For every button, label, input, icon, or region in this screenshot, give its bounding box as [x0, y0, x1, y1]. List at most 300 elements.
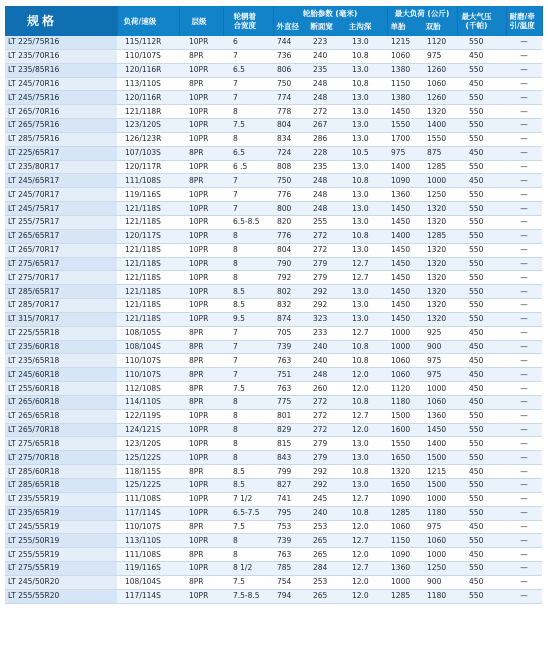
- tread-depth-cell: 10.8: [344, 77, 387, 91]
- note-cell: —: [506, 382, 542, 396]
- max-pressure-cell: 450: [457, 368, 506, 382]
- rim-width-cell: 7: [223, 202, 273, 216]
- note-cell: —: [506, 340, 542, 354]
- outer-diameter-cell: 795: [273, 506, 307, 520]
- note-cell: —: [506, 479, 542, 493]
- tread-depth-cell: 12.7: [344, 534, 387, 548]
- tread-depth-cell: 10.8: [344, 354, 387, 368]
- table-row: [5, 77, 542, 91]
- table-row: [5, 312, 542, 326]
- outer-diameter-cell: 806: [273, 63, 307, 77]
- table-row: [5, 299, 542, 313]
- table-row: [5, 506, 542, 520]
- max-pressure-cell: 550: [457, 312, 506, 326]
- section-width-cell: 223: [307, 36, 344, 49]
- max-pressure-cell: 550: [457, 409, 506, 423]
- note-cell: —: [506, 243, 542, 257]
- section-width-cell: 240: [307, 49, 344, 63]
- ply-cell: 10PR: [179, 312, 223, 326]
- outer-diameter-cell: 750: [273, 174, 307, 188]
- spec-cell: LT 255/55R20: [5, 589, 117, 603]
- load-speed-cell: 120/117R: [117, 160, 179, 174]
- tread-depth-cell: 13.0: [344, 285, 387, 299]
- load-speed-cell: 121/118S: [117, 215, 179, 229]
- load-dual-cell: 1320: [421, 312, 457, 326]
- spec-cell: LT 245/75R16: [5, 91, 117, 105]
- table-row: [5, 534, 542, 548]
- load-speed-cell: 115/112R: [117, 36, 179, 49]
- ply-cell: 10PR: [179, 479, 223, 493]
- tread-depth-cell: 12.0: [344, 368, 387, 382]
- rim-width-cell: 6.5: [223, 63, 273, 77]
- load-single-cell: 1150: [387, 77, 421, 91]
- outer-diameter-cell: 785: [273, 562, 307, 576]
- ply-cell: 10PR: [179, 423, 223, 437]
- load-speed-cell: 121/118S: [117, 243, 179, 257]
- load-dual-cell: 975: [421, 49, 457, 63]
- load-speed-cell: 119/116S: [117, 188, 179, 202]
- table-row: [5, 105, 542, 119]
- tread-depth-cell: 13.0: [344, 63, 387, 77]
- rim-width-cell: 8.5: [223, 285, 273, 299]
- load-dual-cell: 1060: [421, 534, 457, 548]
- load-dual-cell: 1320: [421, 215, 457, 229]
- load-dual-cell: 975: [421, 520, 457, 534]
- header-dims-group: [273, 6, 387, 36]
- ply-cell: 10PR: [179, 229, 223, 243]
- spec-cell: LT 285/65R17: [5, 285, 117, 299]
- header-max-pressure: [457, 6, 506, 36]
- load-speed-cell: 121/118S: [117, 312, 179, 326]
- table-header-row: [5, 6, 542, 36]
- outer-diameter-cell: 736: [273, 49, 307, 63]
- table-row: [5, 340, 542, 354]
- table-row: [5, 548, 542, 562]
- spec-cell: LT 275/65R17: [5, 257, 117, 271]
- load-speed-cell: 113/110S: [117, 534, 179, 548]
- rim-width-cell: 8: [223, 257, 273, 271]
- note-cell: —: [506, 271, 542, 285]
- section-width-cell: 279: [307, 271, 344, 285]
- tread-depth-cell: 10.8: [344, 465, 387, 479]
- load-dual-cell: 975: [421, 354, 457, 368]
- load-single-cell: 1450: [387, 271, 421, 285]
- section-width-cell: 248: [307, 368, 344, 382]
- spec-cell: LT 235/70R16: [5, 49, 117, 63]
- ply-cell: 10PR: [179, 271, 223, 285]
- ply-cell: 10PR: [179, 160, 223, 174]
- load-speed-cell: 110/107S: [117, 368, 179, 382]
- note-cell: —: [506, 437, 542, 451]
- max-pressure-cell: 450: [457, 340, 506, 354]
- section-width-cell: 265: [307, 589, 344, 603]
- max-pressure-cell: 550: [457, 534, 506, 548]
- load-single-cell: 1450: [387, 215, 421, 229]
- max-pressure-cell: 550: [457, 63, 506, 77]
- max-pressure-cell: 550: [457, 105, 506, 119]
- tread-depth-cell: 13.0: [344, 299, 387, 313]
- tread-depth-cell: 12.7: [344, 257, 387, 271]
- max-pressure-cell: 550: [457, 119, 506, 133]
- section-width-cell: 248: [307, 202, 344, 216]
- max-pressure-cell: 550: [457, 492, 506, 506]
- load-speed-cell: 110/107S: [117, 520, 179, 534]
- outer-diameter-cell: 801: [273, 409, 307, 423]
- load-single-cell: 1600: [387, 423, 421, 437]
- outer-diameter-cell: 792: [273, 271, 307, 285]
- ply-cell: 10PR: [179, 451, 223, 465]
- ply-cell: 10PR: [179, 119, 223, 133]
- load-dual-cell: 1285: [421, 160, 457, 174]
- load-speed-cell: 121/118S: [117, 285, 179, 299]
- tread-depth-cell: 12.0: [344, 520, 387, 534]
- outer-diameter-cell: 800: [273, 202, 307, 216]
- section-width-cell: 279: [307, 437, 344, 451]
- load-single-cell: 1650: [387, 479, 421, 493]
- ply-cell: 8PR: [179, 520, 223, 534]
- ply-cell: 8PR: [179, 548, 223, 562]
- max-pressure-cell: 450: [457, 77, 506, 91]
- max-pressure-cell: 450: [457, 326, 506, 340]
- ply-cell: 10PR: [179, 562, 223, 576]
- note-cell: —: [506, 368, 542, 382]
- rim-width-cell: 7.5: [223, 575, 273, 589]
- table-row: [5, 479, 542, 493]
- max-pressure-cell: 450: [457, 49, 506, 63]
- max-pressure-cell: 550: [457, 285, 506, 299]
- load-single-cell: 1120: [387, 382, 421, 396]
- tread-depth-cell: 13.0: [344, 243, 387, 257]
- ply-cell: 10PR: [179, 215, 223, 229]
- load-single-cell: 1380: [387, 91, 421, 105]
- note-cell: —: [506, 63, 542, 77]
- load-dual-cell: 875: [421, 146, 457, 160]
- load-speed-cell: 126/123R: [117, 132, 179, 146]
- spec-cell: LT 245/60R18: [5, 368, 117, 382]
- max-pressure-cell: 450: [457, 548, 506, 562]
- tread-depth-cell: 13.0: [344, 479, 387, 493]
- spec-cell: LT 285/75R16: [5, 132, 117, 146]
- header-rim-line-2: 合宽度: [233, 21, 256, 30]
- max-pressure-cell: 550: [457, 243, 506, 257]
- ply-cell: 10PR: [179, 91, 223, 105]
- ply-cell: 10PR: [179, 257, 223, 271]
- tread-depth-cell: 13.0: [344, 437, 387, 451]
- note-cell: —: [506, 451, 542, 465]
- load-single-cell: 1450: [387, 202, 421, 216]
- tread-depth-cell: 12.7: [344, 271, 387, 285]
- load-dual-cell: 1500: [421, 479, 457, 493]
- note-cell: —: [506, 395, 542, 409]
- load-dual-cell: 900: [421, 340, 457, 354]
- max-pressure-cell: 550: [457, 437, 506, 451]
- load-single-cell: 1090: [387, 492, 421, 506]
- load-speed-cell: 107/103S: [117, 146, 179, 160]
- outer-diameter-cell: 834: [273, 132, 307, 146]
- load-speed-cell: 110/107S: [117, 354, 179, 368]
- rim-width-cell: 8: [223, 132, 273, 146]
- header-max-load-group: [387, 6, 457, 36]
- load-single-cell: 1215: [387, 36, 421, 49]
- spec-cell: LT 245/50R20: [5, 575, 117, 589]
- note-cell: —: [506, 146, 542, 160]
- ply-cell: 10PR: [179, 492, 223, 506]
- tread-depth-cell: 10.8: [344, 229, 387, 243]
- spec-cell: LT 265/70R17: [5, 243, 117, 257]
- table-row: [5, 146, 542, 160]
- note-cell: —: [506, 174, 542, 188]
- header-note-line-2: 引/温度: [509, 21, 535, 30]
- section-width-cell: 292: [307, 479, 344, 493]
- table-row: [5, 215, 542, 229]
- load-single-cell: 1650: [387, 451, 421, 465]
- spec-cell: LT 225/55R18: [5, 326, 117, 340]
- table-row: [5, 285, 542, 299]
- tread-depth-cell: 13.0: [344, 119, 387, 133]
- section-width-cell: 272: [307, 423, 344, 437]
- load-speed-cell: 120/117S: [117, 229, 179, 243]
- tread-depth-cell: 13.0: [344, 105, 387, 119]
- note-cell: —: [506, 229, 542, 243]
- outer-diameter-cell: 802: [273, 285, 307, 299]
- load-dual-cell: 1320: [421, 271, 457, 285]
- table-row: [5, 243, 542, 257]
- table-row: [5, 91, 542, 105]
- rim-width-cell: 7: [223, 174, 273, 188]
- note-cell: —: [506, 285, 542, 299]
- outer-diameter-cell: 799: [273, 465, 307, 479]
- section-width-cell: 245: [307, 492, 344, 506]
- outer-diameter-cell: 776: [273, 188, 307, 202]
- table-row: [5, 589, 542, 603]
- note-cell: —: [506, 91, 542, 105]
- load-dual-cell: 1000: [421, 548, 457, 562]
- spec-cell: LT 265/60R18: [5, 395, 117, 409]
- spec-cell: LT 235/80R17: [5, 160, 117, 174]
- rim-width-cell: 7.5: [223, 382, 273, 396]
- ply-cell: 10PR: [179, 534, 223, 548]
- spec-cell: LT 245/65R17: [5, 174, 117, 188]
- outer-diameter-cell: 804: [273, 119, 307, 133]
- spec-cell: LT 265/70R16: [5, 105, 117, 119]
- load-single-cell: 1550: [387, 119, 421, 133]
- ply-cell: 10PR: [179, 105, 223, 119]
- spec-cell: LT 265/65R18: [5, 409, 117, 423]
- load-single-cell: 1400: [387, 160, 421, 174]
- section-width-cell: 253: [307, 575, 344, 589]
- table-row: [5, 520, 542, 534]
- table-row: [5, 575, 542, 589]
- load-single-cell: 1090: [387, 174, 421, 188]
- ply-cell: 8PR: [179, 368, 223, 382]
- ply-cell: 10PR: [179, 437, 223, 451]
- load-dual-cell: 925: [421, 326, 457, 340]
- note-cell: —: [506, 326, 542, 340]
- spec-cell: LT 265/75R16: [5, 119, 117, 133]
- note-cell: —: [506, 119, 542, 133]
- outer-diameter-cell: 741: [273, 492, 307, 506]
- tread-depth-cell: 10.8: [344, 395, 387, 409]
- tread-depth-cell: 12.7: [344, 326, 387, 340]
- section-width-cell: 240: [307, 354, 344, 368]
- section-width-cell: 248: [307, 174, 344, 188]
- tread-depth-cell: 12.7: [344, 562, 387, 576]
- ply-cell: 8PR: [179, 326, 223, 340]
- table-row: [5, 409, 542, 423]
- rim-width-cell: 8: [223, 271, 273, 285]
- load-speed-cell: 120/116R: [117, 63, 179, 77]
- load-dual-cell: 1360: [421, 409, 457, 423]
- load-single-cell: 1000: [387, 326, 421, 340]
- load-single-cell: 975: [387, 146, 421, 160]
- load-single-cell: 1285: [387, 506, 421, 520]
- table-row: [5, 368, 542, 382]
- rim-width-cell: 6.5-8.5: [223, 215, 273, 229]
- rim-width-cell: 7: [223, 49, 273, 63]
- spec-cell: LT 285/60R18: [5, 465, 117, 479]
- rim-width-cell: 7.5: [223, 119, 273, 133]
- outer-diameter-cell: 832: [273, 299, 307, 313]
- note-cell: —: [506, 492, 542, 506]
- max-pressure-cell: 550: [457, 589, 506, 603]
- load-dual-cell: 1285: [421, 229, 457, 243]
- table-row: [5, 63, 542, 77]
- tread-depth-cell: 13.0: [344, 160, 387, 174]
- note-cell: —: [506, 188, 542, 202]
- load-dual-cell: 1000: [421, 174, 457, 188]
- load-dual-cell: 1400: [421, 437, 457, 451]
- ply-cell: 10PR: [179, 132, 223, 146]
- max-pressure-cell: 550: [457, 36, 506, 49]
- rim-width-cell: 8: [223, 243, 273, 257]
- max-pressure-cell: 550: [457, 479, 506, 493]
- load-speed-cell: 125/122S: [117, 451, 179, 465]
- table-row: [5, 326, 542, 340]
- load-speed-cell: 114/110S: [117, 395, 179, 409]
- load-dual-cell: 1550: [421, 132, 457, 146]
- spec-cell: LT 275/70R18: [5, 451, 117, 465]
- rim-width-cell: 8: [223, 423, 273, 437]
- outer-diameter-cell: 739: [273, 340, 307, 354]
- section-width-cell: 267: [307, 119, 344, 133]
- section-width-cell: 272: [307, 243, 344, 257]
- outer-diameter-cell: 874: [273, 312, 307, 326]
- load-dual-cell: 1320: [421, 202, 457, 216]
- outer-diameter-cell: 739: [273, 534, 307, 548]
- section-width-cell: 279: [307, 257, 344, 271]
- load-speed-cell: 117/114S: [117, 506, 179, 520]
- table-body: [5, 36, 542, 603]
- spec-cell: LT 255/50R19: [5, 534, 117, 548]
- load-single-cell: 1320: [387, 465, 421, 479]
- load-dual-cell: 1320: [421, 257, 457, 271]
- load-dual-cell: 1450: [421, 423, 457, 437]
- load-single-cell: 1380: [387, 63, 421, 77]
- outer-diameter-cell: 754: [273, 575, 307, 589]
- spec-cell: LT 225/75R16: [5, 36, 117, 49]
- rim-width-cell: 8: [223, 409, 273, 423]
- section-width-cell: 260: [307, 382, 344, 396]
- header-single: 单胎: [390, 22, 406, 31]
- max-pressure-cell: 550: [457, 202, 506, 216]
- table-row: [5, 49, 542, 63]
- max-pressure-cell: 450: [457, 395, 506, 409]
- spec-cell: LT 255/55R19: [5, 548, 117, 562]
- header-dims-title: 轮胎参数 (毫米): [302, 9, 358, 18]
- ply-cell: 8PR: [179, 77, 223, 91]
- rim-width-cell: 8: [223, 437, 273, 451]
- tread-depth-cell: 12.0: [344, 589, 387, 603]
- load-dual-cell: 1500: [421, 451, 457, 465]
- section-width-cell: 272: [307, 395, 344, 409]
- outer-diameter-cell: 763: [273, 548, 307, 562]
- note-cell: —: [506, 520, 542, 534]
- spec-cell: LT 255/60R18: [5, 382, 117, 396]
- header-section-width: 断面宽: [310, 22, 333, 31]
- ply-cell: 8PR: [179, 382, 223, 396]
- ply-cell: 10PR: [179, 506, 223, 520]
- section-width-cell: 248: [307, 77, 344, 91]
- load-speed-cell: 111/108S: [117, 492, 179, 506]
- table-row: [5, 271, 542, 285]
- max-pressure-cell: 450: [457, 575, 506, 589]
- max-pressure-cell: 450: [457, 520, 506, 534]
- table-row: [5, 132, 542, 146]
- outer-diameter-cell: 776: [273, 229, 307, 243]
- header-max-pressure-line-1: 最大气压: [461, 12, 492, 21]
- note-cell: —: [506, 160, 542, 174]
- outer-diameter-cell: 843: [273, 451, 307, 465]
- note-cell: —: [506, 506, 542, 520]
- load-dual-cell: 1000: [421, 382, 457, 396]
- ply-cell: 10PR: [179, 202, 223, 216]
- max-pressure-cell: 450: [457, 174, 506, 188]
- rim-width-cell: 7: [223, 91, 273, 105]
- rim-width-cell: 8.5: [223, 465, 273, 479]
- table-row: [5, 202, 542, 216]
- rim-width-cell: 8.5: [223, 299, 273, 313]
- spec-cell: LT 245/70R17: [5, 188, 117, 202]
- tread-depth-cell: 10.8: [344, 340, 387, 354]
- load-speed-cell: 121/118S: [117, 299, 179, 313]
- load-single-cell: 1450: [387, 257, 421, 271]
- tread-depth-cell: 12.7: [344, 409, 387, 423]
- section-width-cell: 284: [307, 562, 344, 576]
- note-cell: —: [506, 312, 542, 326]
- max-pressure-cell: 550: [457, 271, 506, 285]
- load-single-cell: 1150: [387, 534, 421, 548]
- section-width-cell: 228: [307, 146, 344, 160]
- ply-cell: 8PR: [179, 395, 223, 409]
- table-row: [5, 160, 542, 174]
- max-pressure-cell: 550: [457, 451, 506, 465]
- note-cell: —: [506, 257, 542, 271]
- section-width-cell: 255: [307, 215, 344, 229]
- rim-width-cell: 9.5: [223, 312, 273, 326]
- load-dual-cell: 900: [421, 575, 457, 589]
- outer-diameter-cell: 794: [273, 589, 307, 603]
- max-pressure-cell: 550: [457, 506, 506, 520]
- spec-cell: LT 235/85R16: [5, 63, 117, 77]
- outer-diameter-cell: 804: [273, 243, 307, 257]
- section-width-cell: 265: [307, 534, 344, 548]
- load-speed-cell: 117/114S: [117, 589, 179, 603]
- load-dual-cell: 1180: [421, 506, 457, 520]
- table-row: [5, 465, 542, 479]
- load-single-cell: 1000: [387, 575, 421, 589]
- spec-cell: LT 235/65R18: [5, 354, 117, 368]
- load-speed-cell: 120/116R: [117, 91, 179, 105]
